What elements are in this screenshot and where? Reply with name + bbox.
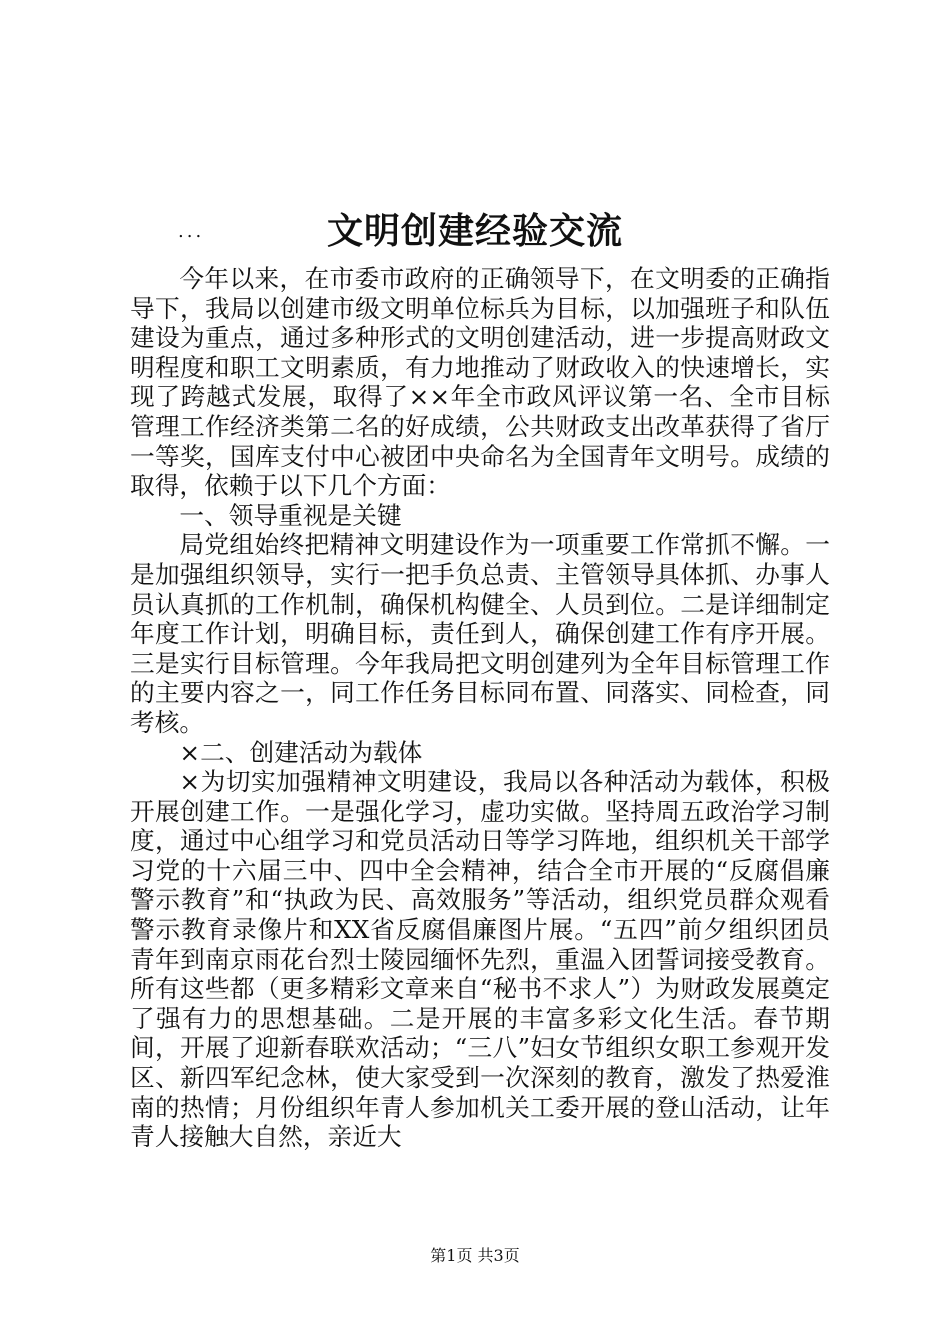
document-title: 文明创建经验交流: [326, 210, 623, 253]
section-heading-2: ×二、创建活动为载体: [179, 737, 423, 767]
page-footer: 第1页 共3页: [430, 1246, 520, 1265]
section-2-paragraph: ×为切实加强精神文明建设，我局以各种活动为载体，积极开展创建工作。一是强化学习，虚功实做。坚持周五政治学习制度，通过中心组学习和党员活动日等学习阵地，组织机关干部学习党的十六届三中、四中全会精神，结合全市开展的“反腐倡廉警示教育”和“执政为民、高效服务”等活动，组织党员群众观看警示教育录像片和XX省反腐倡廉图片展。“五四”前夕组织团员青年到南京雨花台烈士陵园缅怀先烈，重温入团誓词接受教育。所有这些都（更多精彩文章来自“秘书不求人”）为财政发展奠定了强有力的思想基础。二是开展的丰富多彩文化生活。春节期间，开展了迎新春联欢活动；“三八”妇女节组织女职工参观开发区、新四军纪念林，使大家受到一次深刻的教育，激发了热爱淮南的热情；月份组织年青人参加机关工委开展的登山活动，让年青人接触大自然，亲近大: [130, 767, 830, 1152]
intro-paragraph: 今年以来，在市委市政府的正确领导下，在文明委的正确指导下，我局以创建市级文明单位标兵为目标，以加强班子和队伍建设为重点，通过多种形式的文明创建活动，进一步提高财政文明程度和职工文明素质，有力地推动了财政收入的快速增长，实现了跨越式发展，取得了××年全市政风评议第一名、全市目标管理工作经济类第二名的好成绩，公共财政支出改革获得了省厅一等奖，国库支付中心被团中央命名为全国青年文明号。成绩的取得，依赖于以下几个方面：: [130, 264, 830, 501]
ellipsis-marker: ...: [178, 221, 205, 242]
document-body: [130, 264, 830, 1152]
section-1-paragraph: 局党组始终把精神文明建设作为一项重要工作常抓不懈。一是加强组织领导，实行一把手负总责、主管领导具体抓、办事人员认真抓的工作机制，确保机构健全、人员到位。二是详细制定年度工作计划，明确目标，责任到人，确保创建工作有序开展。三是实行目标管理。今年我局把文明创建列为全年目标管理工作的主要内容之一，同工作任务目标同布置、同落实、同检查，同考核。: [130, 530, 830, 737]
section-heading-1: 一、领导重视是关键: [179, 500, 402, 530]
